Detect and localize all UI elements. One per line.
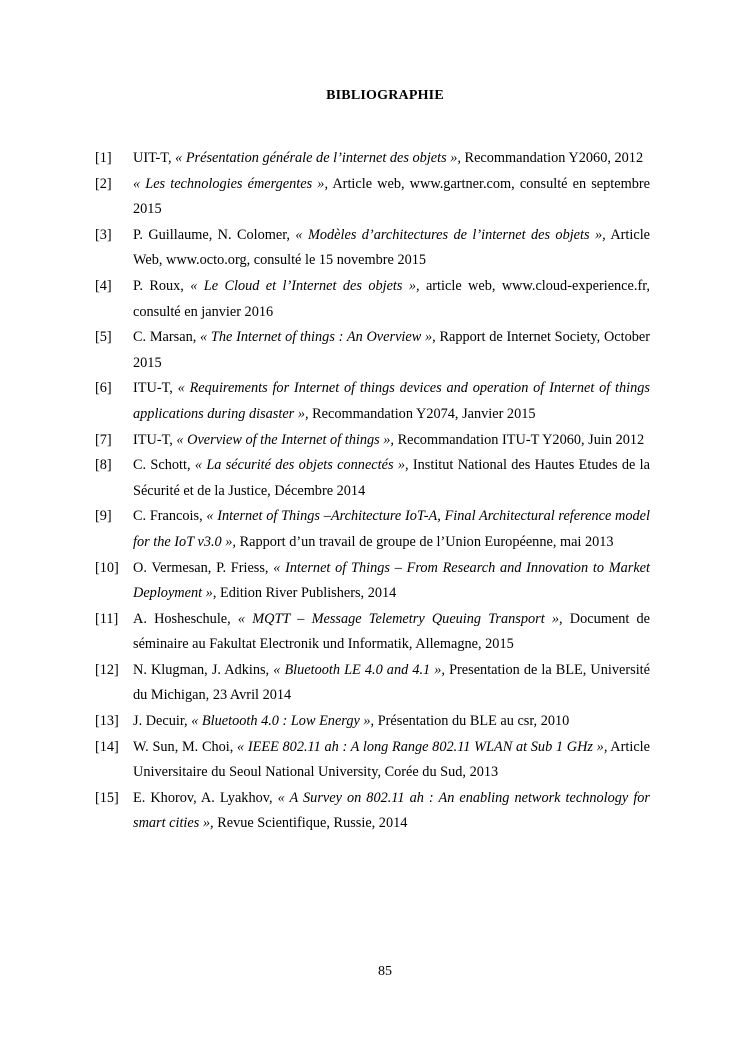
- entry-text: [133, 658, 650, 709]
- entry-text: [133, 504, 650, 555]
- entry-number: [3]: [95, 226, 112, 243]
- entry-number: [2]: [95, 175, 112, 192]
- entry-number: [9]: [95, 508, 112, 525]
- entry-publication: Presentation de la BLE, Université du Michigan, 23 Avril 2014: [133, 661, 650, 704]
- entry-authors: UIT-T,: [133, 150, 176, 166]
- entry-text: [133, 428, 650, 454]
- bibliography-entry-13: [95, 709, 650, 735]
- entry-text: [133, 786, 650, 837]
- entry-title: « A Survey on 802.11 ah : An enabling network technology for smart cities »,: [133, 789, 651, 832]
- bibliography-entry-6: [95, 376, 650, 427]
- entry-number: [13]: [95, 713, 119, 730]
- entry-text: [133, 735, 650, 786]
- entry-authors: P. Roux,: [133, 277, 191, 294]
- entry-number: [1]: [95, 150, 112, 166]
- bibliography-entry-2: [95, 172, 650, 223]
- entry-title: « Requirements for Internet of things devices and operation of Internet of things applications during disaster »,: [133, 380, 650, 422]
- bibliography-entry-7: [95, 428, 650, 454]
- entry-authors: ITU-T,: [133, 431, 177, 448]
- entry-authors: J. Decuir,: [133, 713, 192, 730]
- entry-title: « Internet of Things –Architecture IoT-A, Final Architectural reference model for the IoT v3.0 »,: [133, 508, 651, 550]
- bibliography-entry-9: [95, 504, 650, 555]
- entry-publication: Recommandation Y2074, Janvier 2015: [308, 405, 536, 422]
- bibliography-entry-1: [95, 146, 650, 172]
- entry-number: [4]: [95, 277, 112, 294]
- entry-publication: Article Web, www.octo.org, consulté le 15 novembre 2015: [133, 226, 651, 269]
- entry-authors: E. Khorov, A. Lyakhov,: [133, 789, 278, 806]
- entry-authors: ITU-T,: [133, 380, 178, 397]
- bibliography-list: [95, 146, 650, 837]
- entry-text: [133, 172, 650, 223]
- entry-authors: P. Guillaume, N. Colomer,: [133, 226, 296, 243]
- bibliography-entry-11: [95, 607, 650, 658]
- entry-title: « The Internet of things : An Overview »: [200, 329, 433, 346]
- entry-authors: A. Hosheschule,: [133, 610, 238, 627]
- entry-number: [10]: [95, 559, 119, 576]
- entry-publication: Recommandation ITU-T Y2060, Juin 2012: [394, 431, 645, 448]
- entry-text: [133, 223, 650, 274]
- entry-publication: , Rapport de Internet Society, October 2015: [133, 329, 650, 371]
- entry-publication: Article web, www.gartner.com, consulté en septembre 2015: [133, 175, 650, 218]
- entry-authors: C. Marsan,: [133, 329, 201, 346]
- entry-text: [133, 274, 650, 325]
- entry-publication: , Présentation du BLE au csr, 2010: [370, 713, 570, 730]
- bibliography-entry-10: [95, 556, 650, 607]
- entry-number: [8]: [95, 457, 112, 474]
- entry-title: « La sécurité des objets connectés »: [194, 457, 405, 474]
- entry-number: [7]: [95, 431, 112, 448]
- page-title: BIBLIOGRAPHIE: [326, 88, 444, 103]
- entry-publication: Recommandation Y2060, 2012: [460, 150, 644, 166]
- entry-title: « Internet of Things – From Research and Innovation to Market Deployment »: [133, 559, 651, 602]
- entry-number: [11]: [95, 610, 119, 627]
- entry-text: [133, 556, 650, 607]
- entry-text: [133, 146, 650, 172]
- entry-text: [133, 453, 650, 504]
- bibliography-entry-3: [95, 223, 650, 274]
- entry-publication: , Edition River Publishers, 2014: [212, 585, 397, 602]
- entry-title: « Modèles d’architectures de l’internet des objets »,: [295, 226, 606, 243]
- entry-title: « Bluetooth LE 4.0 and 4.1 »,: [273, 661, 445, 678]
- entry-number: [6]: [95, 380, 112, 397]
- bibliography-entry-14: [95, 735, 650, 786]
- entry-authors: C. Francois,: [133, 508, 207, 525]
- entry-publication: Revue Scientifique, Russie, 2014: [213, 815, 408, 832]
- bibliography-entry-8: [95, 453, 650, 504]
- bibliography-entry-4: [95, 274, 650, 325]
- bibliography-entry-12: [95, 658, 650, 709]
- entry-title: « Présentation générale de l’internet des objets »,: [175, 150, 461, 166]
- entry-publication: , article web, www.cloud-experience.fr, consulté en janvier 2016: [133, 277, 650, 320]
- entry-publication: Document de séminaire au Fakultat Electronik und Informatik, Allemagne, 2015: [133, 610, 651, 653]
- entry-number: [15]: [95, 789, 119, 806]
- entry-number: [14]: [95, 738, 119, 755]
- entry-text: [133, 709, 650, 735]
- entry-title: « Le Cloud et l’Internet des objets »: [190, 277, 416, 294]
- entry-authors: C. Schott,: [133, 457, 195, 474]
- entry-publication: Article Universitaire du Seoul National University, Corée du Sud, 2013: [133, 738, 650, 781]
- entry-title: « Les technologies émergentes »,: [133, 175, 329, 192]
- bibliography-entry-15: [95, 786, 650, 837]
- entry-text: [133, 376, 650, 427]
- entry-number: [12]: [95, 661, 119, 678]
- entry-title: « Overview of the Internet of things »,: [176, 431, 394, 448]
- entry-authors: N. Klugman, J. Adkins,: [133, 661, 274, 678]
- entry-number: [5]: [95, 329, 112, 346]
- entry-text: [133, 325, 650, 376]
- entry-publication: , Institut National des Hautes Etudes de la Sécurité et de la Justice, Décembre 2014: [133, 457, 650, 499]
- entry-title: « MQTT – Message Telemetry Queuing Transport »,: [237, 610, 563, 627]
- entry-text: [133, 607, 650, 658]
- entry-authors: W. Sun, M. Choi,: [133, 738, 238, 755]
- bibliography-entry-5: [95, 325, 650, 376]
- entry-authors: O. Vermesan, P. Friess,: [133, 559, 274, 576]
- entry-title: « Bluetooth 4.0 : Low Energy »: [191, 713, 371, 730]
- page-number: 85: [378, 964, 392, 979]
- entry-title: « IEEE 802.11 ah : A long Range 802.11 WLAN at Sub 1 GHz »,: [237, 738, 608, 755]
- entry-publication: Rapport d’un travail de groupe de l’Union Européenne, mai 2013: [236, 533, 614, 550]
